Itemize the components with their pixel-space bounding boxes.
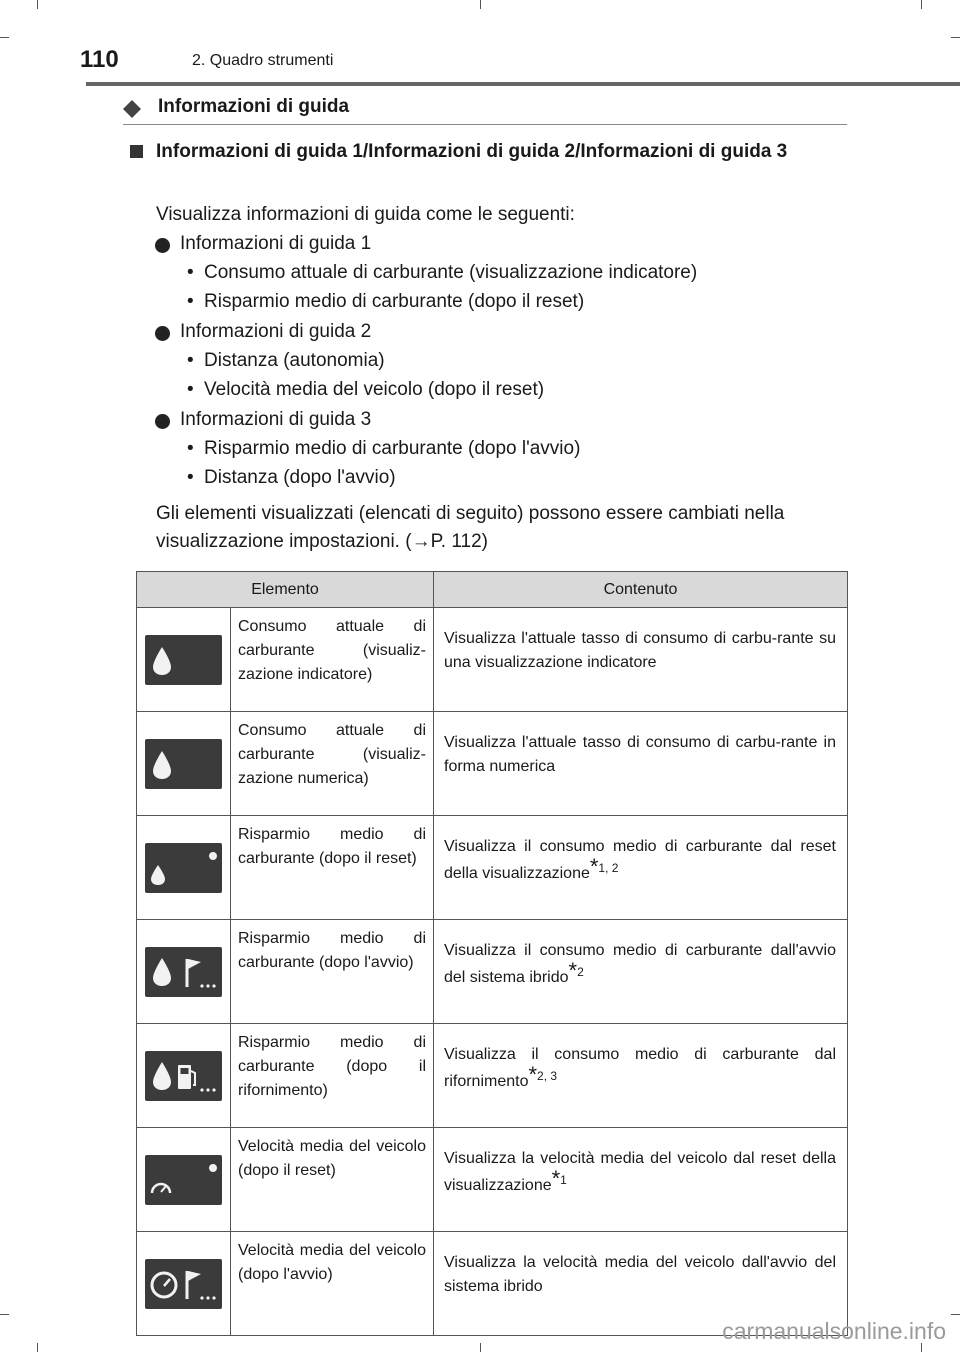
list-item-text: Risparmio medio di carburante (dopo il reset) xyxy=(204,291,585,312)
element-cell: Risparmio medio di carburante (dopo il reset) xyxy=(231,816,434,920)
column-header-element: Elemento xyxy=(137,572,434,608)
table-header-row xyxy=(137,572,848,608)
intro-text: Visualizza informazioni di guida come le seguenti: xyxy=(156,204,575,225)
speedometer-flag-icon xyxy=(145,1259,222,1309)
icon-cell xyxy=(137,816,231,920)
closing-text xyxy=(156,500,784,556)
item-mark: • xyxy=(187,379,194,400)
page-reference-link[interactable]: P. 112) xyxy=(430,531,488,552)
fuel-drop-gauge-icon xyxy=(145,635,222,685)
icon-cell xyxy=(137,920,231,1024)
list-item-text: Consumo attuale di carburante (visualizzazione indicatore) xyxy=(204,262,698,283)
element-cell: Consumo attuale di carburante (visualiz-zazione numerica) xyxy=(231,712,434,816)
page-number: 110 xyxy=(80,46,119,73)
bullet-icon xyxy=(155,326,170,341)
icon-cell xyxy=(137,1024,231,1128)
content-text: Visualizza l'attuale tasso di consumo di carbu-rante in forma numerica xyxy=(444,734,836,775)
diamond-icon xyxy=(123,100,141,118)
item-mark: • xyxy=(187,467,194,488)
section-heading xyxy=(123,96,847,125)
icon-cell xyxy=(137,712,231,816)
closing-prefix: visualizzazione impostazioni. ( xyxy=(156,531,412,552)
crop-mark xyxy=(921,0,922,9)
content-text: Visualizza il consumo medio di carburante dall'avvio del sistema ibrido xyxy=(444,942,836,986)
list-item-text: Velocità media del veicolo (dopo il reset) xyxy=(204,379,545,400)
crop-mark xyxy=(37,1343,38,1352)
icon-cell xyxy=(137,608,231,712)
content-cell xyxy=(434,608,848,712)
asterisk: * xyxy=(589,854,599,879)
asterisk: * xyxy=(528,1062,538,1087)
element-cell: Risparmio medio di carburante (dopo il rifornimento) xyxy=(231,1024,434,1128)
arrow-icon: → xyxy=(411,531,431,552)
crop-mark xyxy=(0,1314,9,1315)
content-cell xyxy=(434,816,848,920)
element-cell: Consumo attuale di carburante (visualiz-zazione indicatore) xyxy=(231,608,434,712)
closing-line xyxy=(156,528,784,556)
element-cell: Risparmio medio di carburante (dopo l'avvio) xyxy=(231,920,434,1024)
table-row xyxy=(137,1128,848,1232)
crop-mark xyxy=(37,0,38,9)
list-item-text: Distanza (dopo l'avvio) xyxy=(204,467,396,488)
footnote-number: 1, 2 xyxy=(598,861,619,875)
footnote-ref xyxy=(568,958,584,983)
crop-mark xyxy=(951,37,960,38)
content-text: Visualizza l'attuale tasso di consumo di carbu-rante su una visualizzazione indicatore xyxy=(444,630,836,671)
speedometer-reset-icon xyxy=(145,1155,222,1205)
square-bullet-icon xyxy=(130,145,143,158)
column-header-content: Contenuto xyxy=(434,572,848,608)
subsection-title: Informazioni di guida 1/Informazioni di guida 2/Informazioni di guida 3 xyxy=(156,141,788,162)
item-mark: • xyxy=(187,262,194,283)
page-header xyxy=(75,46,960,80)
table-row xyxy=(137,608,848,712)
group-label: Informazioni di guida 3 xyxy=(180,409,372,430)
table-row xyxy=(137,712,848,816)
section-title: Informazioni di guida xyxy=(158,96,350,117)
list-item-text: Risparmio medio di carburante (dopo l'avvio) xyxy=(204,438,581,459)
asterisk: * xyxy=(568,958,578,983)
fuel-drop-flag-icon xyxy=(145,947,222,997)
footnote-number: 2 xyxy=(577,965,584,979)
footnote-number: 1 xyxy=(560,1173,567,1187)
watermark: carmanualsonline.info xyxy=(722,1318,946,1344)
list-item-text: Distanza (autonomia) xyxy=(204,350,385,371)
content-cell xyxy=(434,1024,848,1128)
item-mark: • xyxy=(187,350,194,371)
bullet-icon xyxy=(155,238,170,253)
content-text: Visualizza la velocità media del veicolo dal reset della visualizzazione xyxy=(444,1150,836,1194)
info-table xyxy=(136,571,848,1336)
footnote-ref xyxy=(589,854,619,879)
group-label: Informazioni di guida 1 xyxy=(180,233,372,254)
subsection-heading xyxy=(130,138,842,166)
table-row xyxy=(137,816,848,920)
header-rule xyxy=(86,82,960,86)
element-cell: Velocità media del veicolo (dopo l'avvio) xyxy=(231,1232,434,1336)
content-cell xyxy=(434,1128,848,1232)
item-mark: • xyxy=(187,291,194,312)
fuel-drop-pump-icon xyxy=(145,1051,222,1101)
content-cell xyxy=(434,920,848,1024)
footnote-number: 2, 3 xyxy=(537,1069,558,1083)
group-label: Informazioni di guida 2 xyxy=(180,321,372,342)
item-mark: • xyxy=(187,438,194,459)
crop-mark xyxy=(951,1314,960,1315)
content-text: Visualizza il consumo medio di carburante dal reset della visualizzazione xyxy=(444,838,836,882)
asterisk: * xyxy=(551,1166,561,1191)
content-text: Visualizza il consumo medio di carburante dal rifornimento xyxy=(444,1046,836,1090)
icon-cell xyxy=(137,1232,231,1336)
footnote-ref xyxy=(528,1062,558,1087)
icon-cell xyxy=(137,1128,231,1232)
crop-mark xyxy=(480,1343,481,1352)
bullet-icon xyxy=(155,414,170,429)
chapter-title: 2. Quadro strumenti xyxy=(192,52,334,69)
content-cell xyxy=(434,712,848,816)
fuel-drop-numeric-icon xyxy=(145,739,222,789)
footnote-ref xyxy=(551,1166,567,1191)
crop-mark xyxy=(480,0,481,9)
fuel-drop-reset-icon xyxy=(145,843,222,893)
table-row xyxy=(137,920,848,1024)
crop-mark xyxy=(0,37,9,38)
content-text: Visualizza la velocità media del veicolo dall'avvio del sistema ibrido xyxy=(444,1254,836,1295)
table-row xyxy=(137,1024,848,1128)
element-cell: Velocità media del veicolo (dopo il reset) xyxy=(231,1128,434,1232)
closing-line: Gli elementi visualizzati (elencati di seguito) possono essere cambiati nella xyxy=(156,503,785,524)
